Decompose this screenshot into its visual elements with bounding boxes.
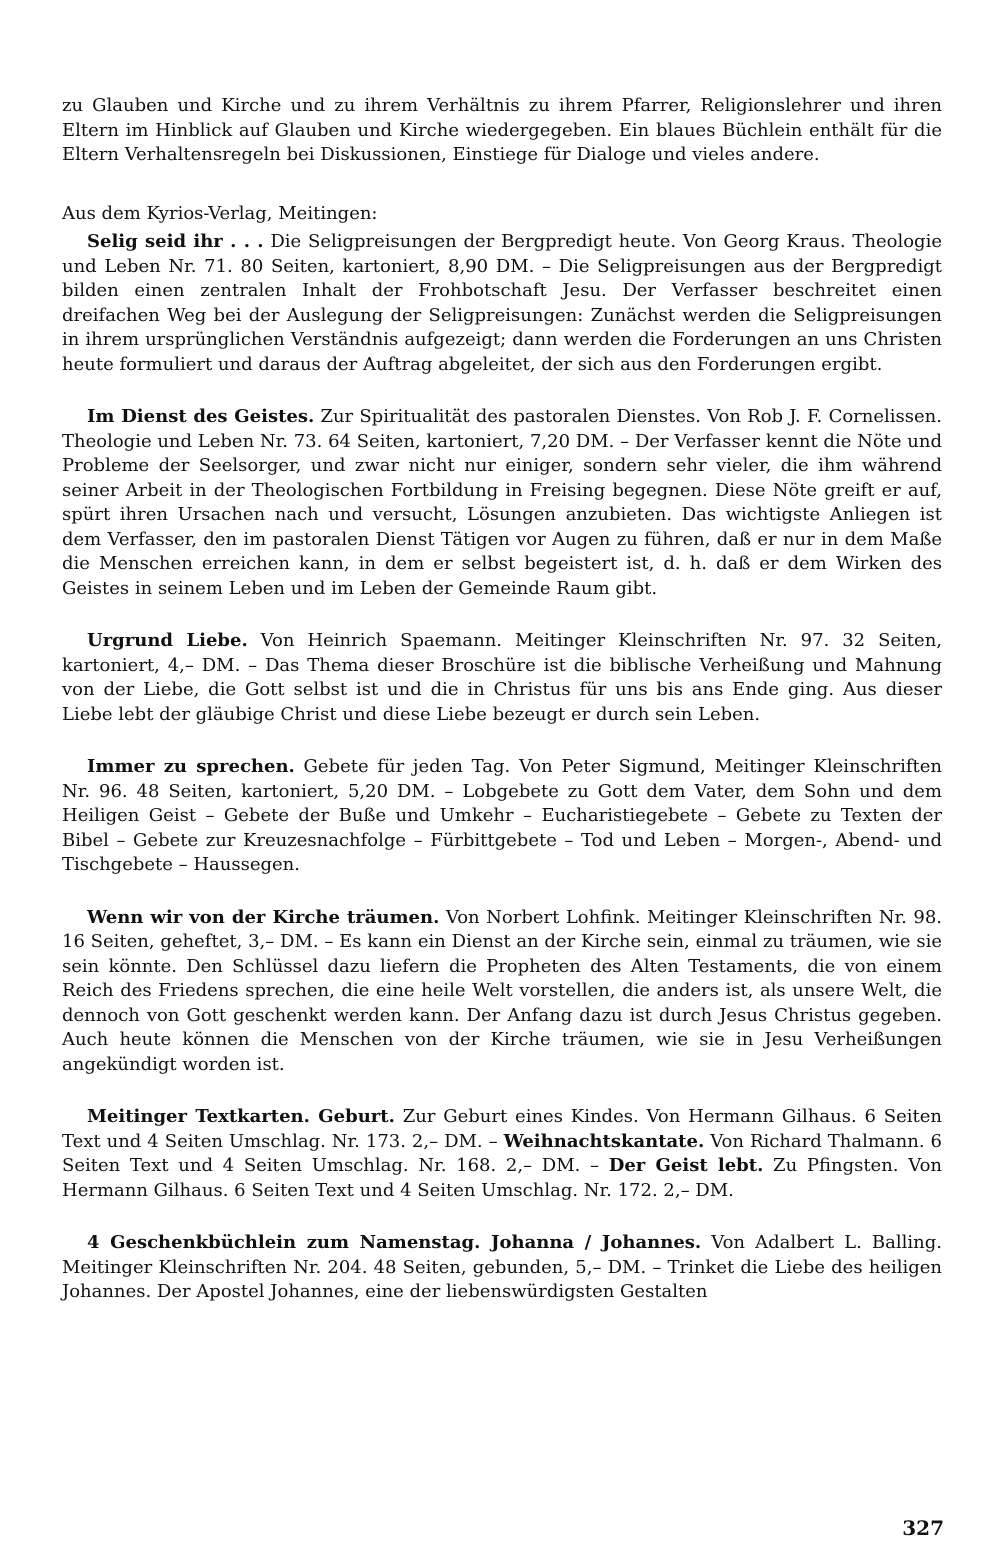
intro-text: zu Glauben und Kirche und zu ihrem Verhältnis zu ihrem Pfarrer, Religionslehrer und ihren Eltern im Hinblick auf Glauben und Kirche wiedergegeben. Ein blaues Büchlein enthält für die Eltern Verhaltensregeln bei Diskussionen, Einstiege für Dialoge und vieles andere. [62, 95, 942, 165]
entry-title: 4 Geschenkbüchlein zum Namenstag. Johanna / Johannes. [87, 1232, 702, 1253]
entry-text: Die Seligpreisungen der Bergpredigt heute. Von Georg Kraus. Theologie und Leben Nr. 71. 80 Seiten, kartoniert, 8,90 DM. – Die Seligpreisungen aus der Bergpredigt bilden einen zentralen Inhalt der Frohbotschaft Jesu. Der Verfasser beschreitet einen dreifachen Weg bei der Auslegung der Seligpreisungen: Zunächst werden die Seligpreisungen in ihrem ursprünglichen Verständnis aufgezeigt; dann werden die Forderungen an uns Christen heute formuliert und daraus der Auftrag abgeleitet, der sich aus den Forderungen ergibt. [62, 231, 942, 375]
entry-paragraph [62, 906, 942, 1078]
entry-text: Zur Geburt eines Kindes. Von Hermann Gilhaus. 6 Seiten Text und 4 Seiten Umschlag. Nr. 173. 2,– DM. – [62, 1106, 942, 1152]
entry-text: Zu Pfingsten. Von Hermann Gilhaus. 6 Seiten Text und 4 Seiten Umschlag. Nr. 172. 2,– DM. [62, 1155, 942, 1201]
entry-text: Von Richard Thalmann. 6 Seiten Text und 4 Seiten Umschlag. Nr. 168. 2,– DM. – [62, 1130, 942, 1176]
intro-paragraph [62, 94, 942, 168]
geschenk-paragraph [62, 1231, 942, 1305]
entry-paragraph [62, 629, 942, 727]
textkarten-paragraph [62, 1105, 942, 1203]
entry-title: Immer zu sprechen. [87, 756, 295, 777]
entry-paragraph [62, 755, 942, 878]
page-body [62, 94, 942, 1305]
entry-text: Von Norbert Lohfink. Meitinger Kleinschriften Nr. 98. 16 Seiten, geheftet, 3,– DM. – Es kann ein Dienst an der Kirche sein, einmal zu träumen, wie sie sein könnte. Den Schlüssel dazu liefern die Propheten des Alten Testaments, die von einem Reich des Friedens sprechen, die eine heile Welt vorstellen, die anders ist, als unsere Welt, die dennoch von Gott geschenkt werden kann. Der Anfang dazu ist durch Jesus Christus gegeben. Auch heute können die Menschen von der Kirche träumen, wie sie in Jesu Verheißungen angekündigt worden ist. [62, 906, 942, 1075]
entry-text: Von Heinrich Spaemann. Meitinger Kleinschriften Nr. 97. 32 Seiten, kartoniert, 4,– DM. – Das Thema dieser Broschüre ist die biblische Verheißung und Mahnung von der Liebe, die Gott selbst ist und die in Christus für uns bis ans Ende ging. Aus dieser Liebe lebt der gläubige Christ und diese Liebe bezeugt er durch sein Leben. [62, 630, 943, 725]
publisher-label: Aus dem Kyrios-Verlag, Meitingen: [62, 202, 378, 224]
entry-title: Im Dienst des Geistes. [87, 406, 315, 427]
page-number: 327 [902, 1516, 944, 1540]
entry-text: Von Adalbert L. Balling. Meitinger Kleinschriften Nr. 204. 48 Seiten, gebunden, 5,– DM. – Trinket die Liebe des heiligen Johannes. Der Apostel Johannes, eine der liebenswürdigsten Gestalten [62, 1232, 942, 1302]
entry-title: Selig seid ihr . . . [87, 231, 264, 252]
entry-title: Urgrund Liebe. [87, 630, 248, 651]
entry-title: Wenn wir von der Kirche träumen. [87, 906, 440, 928]
entry-title: Der Geist lebt. [608, 1155, 764, 1176]
entry-title: Weihnachtskantate. [503, 1130, 705, 1152]
entry-title: Meitinger Textkarten. Geburt. [87, 1106, 395, 1127]
entry-text: Gebete für jeden Tag. Von Peter Sigmund, Meitinger Kleinschriften Nr. 96. 48 Seiten, kartoniert, 5,20 DM. – Lobgebete zu Gott dem Vater, dem Sohn und dem Heiligen Geist – Gebete der Buße und Umkehr – Eucharistiegebete – Gebete zu Texten der Bibel – Gebete zur Kreuzesnachfolge – Fürbittgebete – Tod und Leben – Morgen-, Abend- und Tischgebete – Haussegen. [62, 756, 943, 875]
entry-paragraph [62, 230, 942, 377]
entry-text: Zur Spiritualität des pastoralen Dienstes. Von Rob J. F. Cornelissen. Theologie und Leben Nr. 73. 64 Seiten, kartoniert, 7,20 DM. – Der Verfasser kennt die Nöte und Probleme der Seelsorger, und zwar nicht nur einiger, sondern sehr vieler, die ihm während seiner Arbeit in der Theologischen Fortbildung in Freising begegnen. Diese Nöte greift er auf, spürt ihren Ursachen nach und versucht, Lösungen anzubieten. Das wichtigste Anliegen ist dem Verfasser, den im pastoralen Dienst Tätigen vor Augen zu führen, daß er nur in dem Maße die Menschen erreichen kann, in dem er selbst begeistert ist, d. h. daß er dem Wirken des Geistes in seinem Leben und im Leben der Gemeinde Raum gibt. [62, 406, 942, 599]
entry-paragraph [62, 405, 942, 601]
